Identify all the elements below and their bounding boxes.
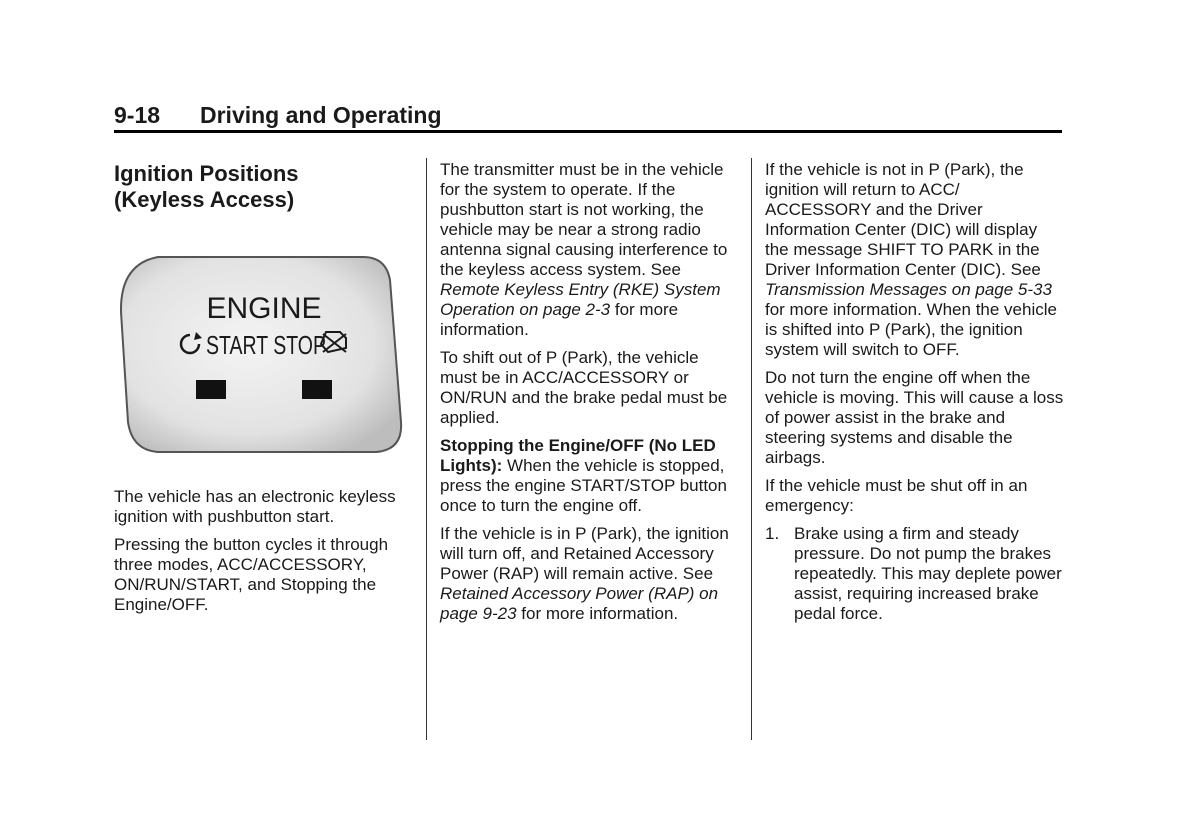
button-start-stop-label: START STOP xyxy=(206,330,326,360)
paragraph: If the vehicle is not in P (Park), the ignition will return to ACC/ ACCESSORY and the Driver Information Center (DIC) will display the message SHIFT TO PARK in the Driver Information Center (DIC). See Transmission Messages on page 5-33 for more information. When the vehicle is shifted into P (Park), the ignition system will switch to OFF. xyxy=(765,160,1057,359)
led-indicator-right xyxy=(302,380,332,399)
column-3-text xyxy=(765,160,1065,624)
heading-line-1: Ignition Positions xyxy=(114,161,299,186)
subheading: Stopping the Engine/OFF (No LED Lights): xyxy=(440,436,716,475)
button-engine-label: ENGINE xyxy=(206,292,322,325)
section-title: Driving and Operating xyxy=(200,102,442,128)
column-2-text xyxy=(440,160,740,632)
paragraph: If the vehicle is in P (Park), the ignition will turn off, and Retained Accessory Power (RAP) will remain active. See Retained Accessory Power (RAP) on page 9-23 for more information. xyxy=(440,524,729,623)
page-header xyxy=(114,100,1062,133)
paragraph: Stopping the Engine/OFF (No LED Lights): When the vehicle is stopped, press the engine START/STOP button once to turn the engine off. xyxy=(440,436,727,515)
page-number: 9-18 xyxy=(114,102,161,128)
paragraph: The transmitter must be in the vehicle for the system to operate. If the pushbutton start is not working, the vehicle may be near a strong radio antenna signal causing interference to the keyless access system. See Remote Keyless Entry (RKE) System Operation on page 2-3 for more information. xyxy=(440,160,728,339)
cross-reference-link[interactable]: Transmission Messages on page 5-33 xyxy=(765,280,1052,299)
list-item xyxy=(765,524,1065,624)
section-heading xyxy=(114,161,414,213)
paragraph: To shift out of P (Park), the vehicle must be in ACC/ACCESSORY or ON/RUN and the brake pedal must be applied. xyxy=(440,348,728,427)
paragraph: The vehicle has an electronic keyless ignition with pushbutton start. xyxy=(114,487,396,526)
led-indicator-left xyxy=(196,380,226,399)
cross-reference-link[interactable]: Retained Accessory Power (RAP) on page 9-23 xyxy=(440,584,719,623)
column-1-text xyxy=(114,487,414,623)
list-item-text: Brake using a firm and steady pressure. Do not pump the brakes repeatedly. This may deplete power assist, requiring increased brake pedal force. xyxy=(794,524,1062,623)
list-number: 1. xyxy=(765,524,780,543)
engine-start-stop-button-illustration xyxy=(118,252,408,462)
column-divider xyxy=(751,158,752,740)
paragraph: Do not turn the engine off when the vehicle is moving. This will cause a loss of power assist in the brake and steering systems and disable the airbags. xyxy=(765,368,1064,467)
column-divider xyxy=(426,158,427,740)
heading-line-2: (Keyless Access) xyxy=(114,187,295,212)
paragraph: Pressing the button cycles it through three modes, ACC/ACCESSORY, ON/RUN/START, and Stopping the Engine/OFF. xyxy=(114,535,389,614)
cross-reference-link[interactable]: Remote Keyless Entry (RKE) System Operation on page 2-3 xyxy=(440,280,721,319)
paragraph: If the vehicle must be shut off in an emergency: xyxy=(765,476,1028,515)
